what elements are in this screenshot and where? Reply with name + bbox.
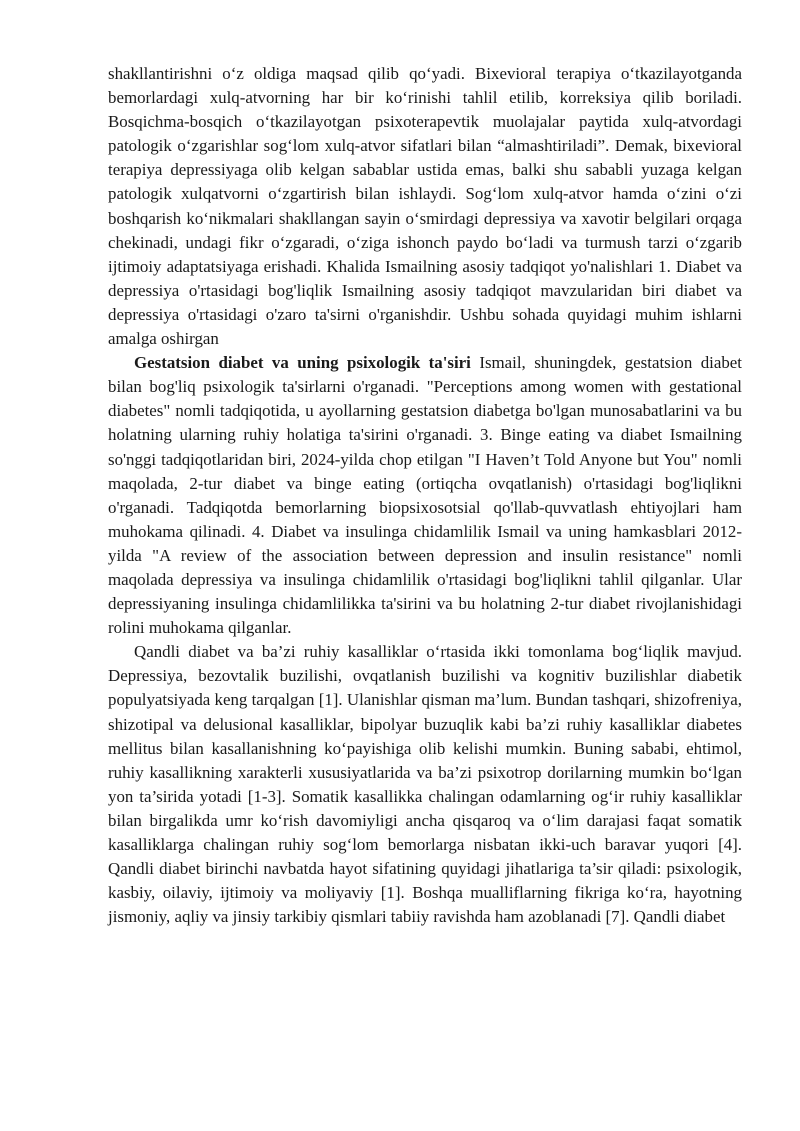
paragraph-qandli-diabet: Qandli diabet va ba’zi ruhiy kasalliklar o‘rtasida ikki tomonlama bog‘liqlik mavjud. Depressiya, bezovtalik buzilishi, ovqatlanish buzilishi va kognitiv buzilishlar diabetik populyatsiyada keng tarqalgan [1]. Ulanishlar qisman ma’lum. Bundan tashqari, shizofreniya, shizotipal va delusional kasalliklar, bipolyar buzuqlik kabi ba’zi ruhiy kasalliklar diabetes mellitus bilan kasallanishning ko‘payishiga olib kelishi mumkin. Buning sababi, ehtimol, ruhiy kasallikning xarakterli xususiyatlarida va ba’zi psixotrop dorilarning mumkin bo‘lgan yon ta’sirida yotadi [1-3]. Somatik kasallikka chalingan odamlarning og‘ir ruhiy kasalliklar bilan birgalikda umr ko‘rish davomiyligi ancha qisqaroq va o‘lim darajasi faqat somatik kasalliklarga chalingan ruhiy sog‘lom bemorlarga nisbatan ikki-uch baravar yuqori [4]. Qandli diabet birinchi navbatda hayot sifatining quyidagi jihatlariga ta’sir qiladi: psixologik, kasbiy, oilaviy, ijtimoiy va moliyaviy [1]. Boshqa mualliflarning fikriga ko‘ra, hayotning jismoniy, aqliy va jinsiy tarkibiy qismlari tabiiy ravishda ham azoblanadi [7]. Qandli diabet — [108, 642, 742, 927]
document-page — [108, 62, 742, 929]
paragraph-gestatsion-diabet — [108, 351, 742, 640]
paragraph-bixevioral-terapiya: shakllantirishni o‘z oldiga maqsad qilib qo‘yadi. Bixevioral terapiya o‘tkazilayotganda bemorlardagi xulq-atvorning har bir ko‘rinishi tahlil etilib, korreksiya qilib boriladi. Bosqichma-bosqich o‘tkazilayotgan psixoterapevtik muolajalar paytida xulq-atvordagi patologik o‘zgarishlar sog‘lom xulq-atvor sifatlari bilan “almashtiriladi”. Demak, bixevioral terapiya depressiyaga olib kelgan sabablar ustida emas, balki shu sababli yuzaga kelgan patologik xulqatvorni o‘zgartirish bilan ishlaydi. Sog‘lom xulq-atvor hamda o‘zini o‘zi boshqarish ko‘nikmalari shakllangan sayin o‘smirdagi depressiya va xavotir belgilari orqaga chekinadi, undagi fikr o‘zgaradi, o‘ziga ishonch paydo bo‘ladi va turmush tarzi o‘zgarib ijtimoiy adaptatsiyaga erishadi. Khalida Ismailning asosiy tadqiqot yo'nalishlari 1. Diabet va depressiya o'rtasidagi bog'liqlik Ismailning asosiy tadqiqot mavzularidan biri diabet va depressiya o'rtasidagi o'zaro ta'sirni o'rganishdir. Ushbu sohada quyidagi muhim ishlarni amalga oshirgan — [108, 64, 742, 349]
section-heading-gestatsion-diabet: Gestatsion diabet va uning psixologik ta'siri — [134, 353, 471, 373]
paragraph-gestatsion-diabet-body: Ismail, shuningdek, gestatsion diabet bilan bog'liq psixologik ta'sirlarni o'rganadi. "Perceptions among women with gestational diabetes" nomli tadqiqotida, u ayollarning gestatsion diabetga bo'lgan munosabatlarini va bu holatning ularning ruhiy holatiga ta'sirini o'rganadi. 3. Binge eating va diabet Ismailning so'nggi tadqiqotlaridan biri, 2024-yilda chop etilgan "I Haven’t Told Anyone but You" nomli maqolada, 2-tur diabet va binge eating (ortiqcha ovqatlanish) o'rtasidagi bog'liqlikni o'rganadi. Tadqiqotda bemorlarning biopsixosotsial qo'llab-quvvatlash ehtiyojlari ham muhokama qilinadi. 4. Diabet va insulinga chidamlilik Ismail va uning hamkasblari 2012-yilda "A review of the association between depression and insulin resistance" nomli maqolada depressiya va insulinga chidamlilik o'rtasidagi bog'liqlikni tahlil qilganlar. Ular depressiyaning insulinga chidamlilikka ta'sirini va bu holatning 2-tur diabet rivojlanishidagi rolini muhokama qilganlar. — [108, 353, 742, 638]
